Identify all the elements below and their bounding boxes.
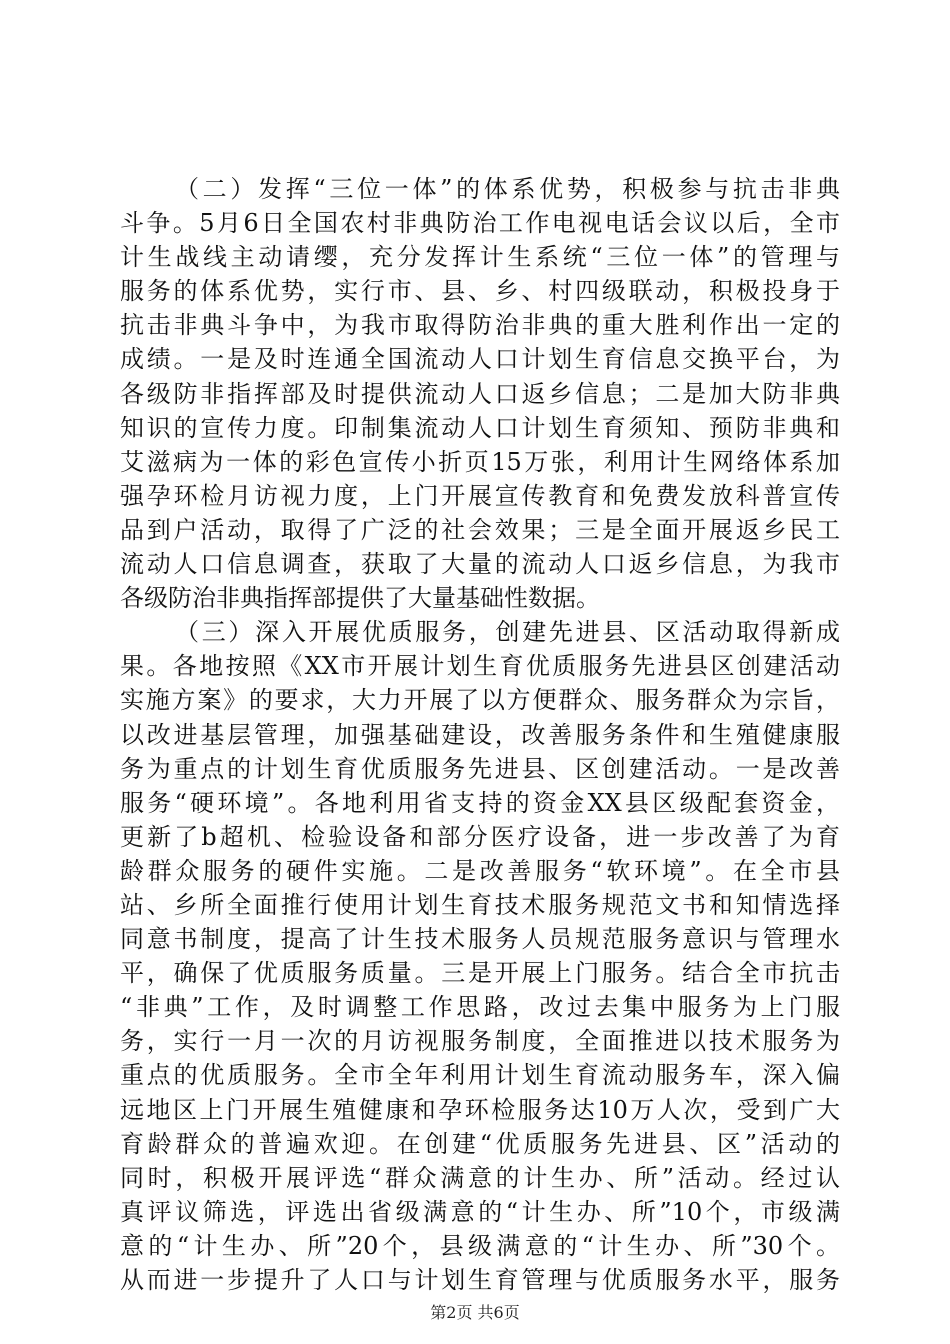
paragraph-line: 强孕环检月访视力度，上门开展宣传教育和免费发放科普宣传	[120, 481, 840, 510]
paragraph-line: 远地区上门开展生殖健康和孕环检服务达10万人次，受到广大	[120, 1095, 840, 1124]
paragraph-line: “非典”工作，及时调整工作思路，改过去集中服务为上门服	[120, 993, 840, 1022]
paragraph-line: 同时，积极开展评选“群众满意的计生办、所”活动。经过认	[120, 1163, 840, 1192]
paragraph-line: 抗击非典斗争中，为我市取得防治非典的重大胜利作出一定的	[120, 311, 840, 340]
paragraph-line: （二）发挥“三位一体”的体系优势，积极参与抗击非典	[175, 175, 840, 203]
paragraph-line: 意的“计生办、所”20个，县级满意的“计生办、所”30个。	[120, 1231, 840, 1260]
paragraph-line: 龄群众服务的硬件实施。二是改善服务“软环境”。在全市县	[120, 856, 840, 885]
paragraph-line: 知识的宣传力度。印制集流动人口计划生育须知、预防非典和	[120, 413, 840, 442]
paragraph-line: 斗争。5月6日全国农村非典防治工作电视电话会议以后，全市	[120, 209, 840, 238]
paragraph-line: 艾滋病为一体的彩色宣传小折页15万张，利用计生网络体系加	[120, 447, 840, 476]
paragraph-line: 各级防治非典指挥部提供了大量基础性数据。	[120, 584, 600, 613]
paragraph-line: 同意书制度，提高了计生技术服务人员规范服务意识与管理水	[120, 925, 840, 954]
paragraph-line: 重点的优质服务。全市全年利用计划生育流动服务车，深入偏	[120, 1061, 840, 1090]
paragraph-line: 各级防非指挥部及时提供流动人口返乡信息；二是加大防非典	[120, 379, 840, 408]
paragraph-line: 更新了b超机、检验设备和部分医疗设备，进一步改善了为育	[120, 822, 840, 851]
paragraph-line: 务为重点的计划生育优质服务先进县、区创建活动。一是改善	[120, 754, 840, 783]
paragraph-line: 果。各地按照《XX市开展计划生育优质服务先进县区创建活动	[120, 652, 840, 681]
paragraph-line: 服务的体系优势，实行市、县、乡、村四级联动，积极投身于	[120, 277, 840, 306]
paragraph-line: 品到户活动，取得了广泛的社会效果；三是全面开展返乡民工	[120, 515, 840, 544]
paragraph-line: 计生战线主动请缨，充分发挥计生系统“三位一体”的管理与	[120, 243, 840, 272]
paragraph-line: 以改进基层管理，加强基础建设，改善服务条件和生殖健康服	[120, 720, 840, 749]
paragraph-line: 平，确保了优质服务质量。三是开展上门服务。结合全市抗击	[120, 959, 840, 988]
page-number-footer: 第2页 共6页	[430, 1303, 520, 1322]
paragraph-line: 流动人口信息调查，获取了大量的流动人口返乡信息，为我市	[120, 550, 840, 579]
paragraph-line: 成绩。一是及时连通全国流动人口计划生育信息交换平台，为	[120, 345, 840, 374]
paragraph-line: 从而进一步提升了人口与计划生育管理与优质服务水平，服务	[120, 1266, 840, 1294]
paragraph-line: 育龄群众的普遍欢迎。在创建“优质服务先进县、区”活动的	[120, 1129, 840, 1158]
paragraph-line: 服务“硬环境”。各地利用省支持的资金XX县区级配套资金，	[120, 788, 840, 817]
paragraph-line: （三）深入开展优质服务，创建先进县、区活动取得新成	[175, 618, 840, 647]
paragraph-line: 实施方案》的要求，大力开展了以方便群众、服务群众为宗旨，	[120, 686, 840, 715]
paragraph-line: 务，实行一月一次的月访视服务制度，全面推进以技术服务为	[120, 1027, 840, 1056]
paragraph-line: 站、乡所全面推行使用计划生育技术服务规范文书和知情选择	[120, 890, 840, 919]
paragraph-line: 真评议筛选，评选出省级满意的“计生办、所”10个，市级满	[120, 1197, 840, 1226]
document-body	[120, 172, 840, 1297]
